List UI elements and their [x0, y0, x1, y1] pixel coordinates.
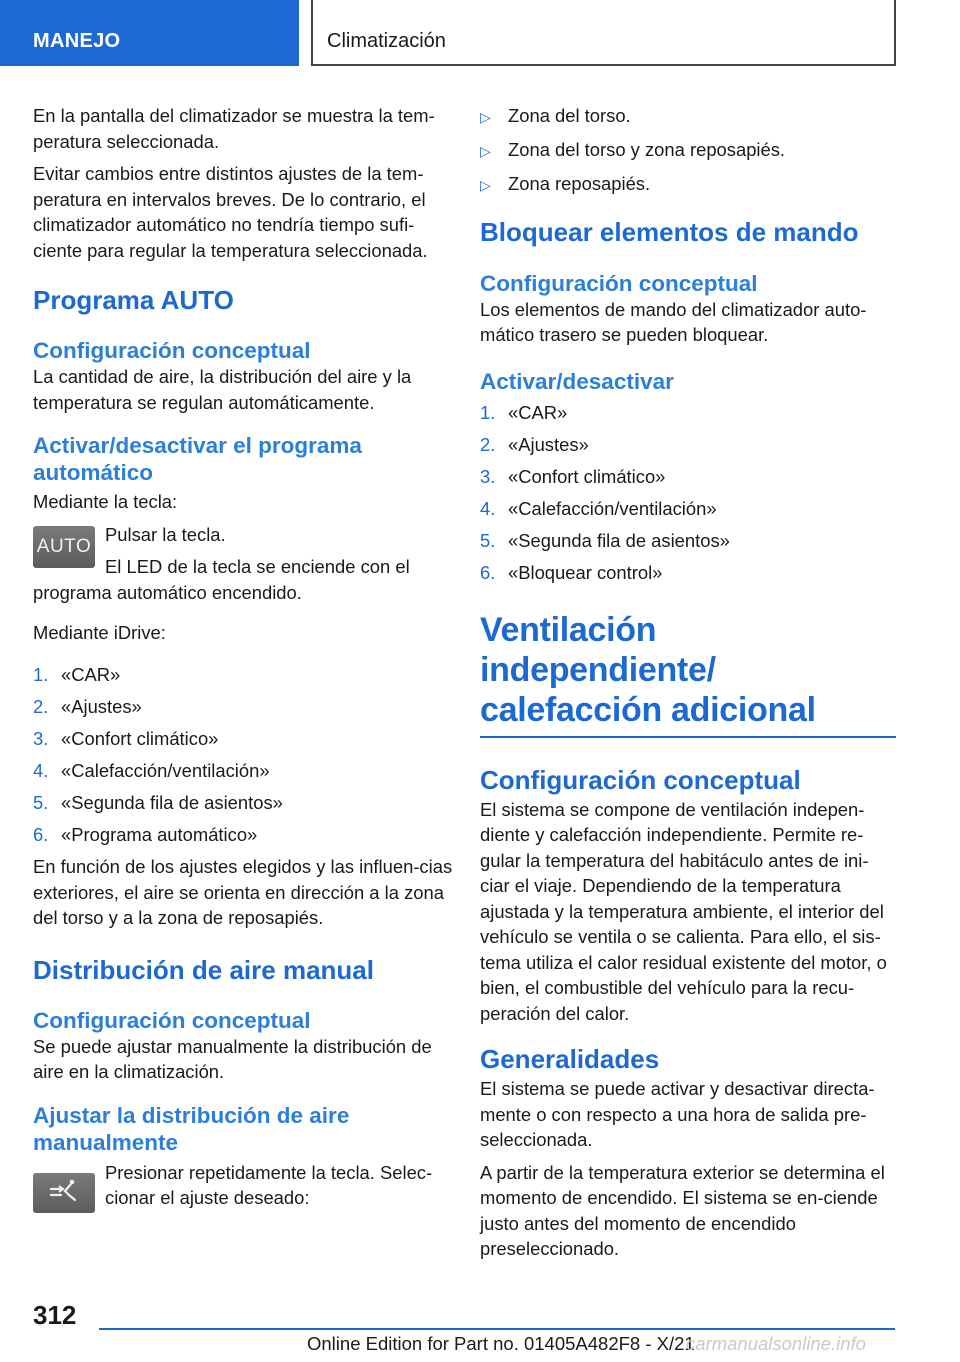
edition-info: Online Edition for Part no. 01405A482F8 - X/21 — [307, 1333, 695, 1354]
air-distribution-button-icon — [33, 1173, 95, 1213]
triangle-bullet-icon: ▷ — [480, 109, 491, 125]
airflow-key-row — [33, 1160, 453, 1211]
subsection-heading: Configuración conceptual — [33, 338, 311, 363]
section-tab — [0, 0, 299, 66]
paragraph: El sistema se puede activar y desactivar directa-mente o con respecto a una hora de salida pre-seleccionada. — [480, 1078, 875, 1151]
paragraph: A partir de la temperatura exterior se determina el momento de encendido. El sistema se en-ciende justo antes del momento de encendido preseleccionado. — [480, 1161, 885, 1260]
subsection-heading: Ajustar la distribución de aire manualmente — [33, 1102, 350, 1155]
air-distribution-icon — [33, 1173, 95, 1213]
paragraph: La cantidad de aire, la distribución del aire y la temperatura se regulan automáticamente. — [33, 366, 412, 413]
idrive-steps-list — [33, 662, 453, 848]
subsection-heading: Activar/desactivar — [480, 368, 674, 394]
auto-key-row — [33, 522, 453, 606]
footer-divider — [99, 1328, 895, 1330]
paragraph: Presionar repetidamente la tecla. Selec-cionar el ajuste deseado: — [105, 1161, 433, 1209]
chapter-heading-line: Ventilación independiente/ — [480, 610, 716, 689]
list-item: 6. «Bloquear control» — [480, 562, 663, 584]
left-column — [33, 100, 453, 1218]
chapter-title: Climatización — [327, 30, 446, 52]
triangle-bullet-icon: ▷ — [480, 143, 491, 160]
paragraph: En la pantalla del climatizador se muestra la tem-peratura seleccionada. — [33, 105, 435, 152]
list-item: 1. «CAR» — [33, 663, 121, 685]
list-item: 2. «Ajustes» — [480, 433, 589, 455]
section-heading: Programa AUTO — [33, 285, 234, 315]
paragraph: Pulsar la tecla. — [105, 523, 226, 545]
paragraph: Mediante la tecla: — [33, 491, 178, 512]
paragraph: Los elementos de mando del climatizador auto-mático trasero se pueden bloquear. — [480, 298, 867, 346]
paragraph: El sistema se compone de ventilación indepen-diente y calefacción independiente. Permite re-gular la temperatura del habitáculo antes de ini-ciar el viaje. Dependiendo de la temperatura ajustada y la temperatura ambiente, el interior del vehículo se ventila o se calienta. Para ello, el sis-tema utiliza el calor residual existente del motor, o bien, el combustible del vehículo para la recu-peración del calor. — [480, 798, 887, 1024]
list-item: ▷ Zona del torso y zona reposapiés. — [480, 137, 896, 165]
auto-key-label: AUTO — [36, 535, 92, 557]
list-item: 2. «Ajustes» — [33, 695, 142, 717]
section-heading: Configuración conceptual — [480, 764, 801, 795]
paragraph: El LED de la tecla se enciende con el programa automático encendido. — [33, 556, 410, 603]
watermark: carmanualsonline.info — [686, 1333, 866, 1354]
section-heading: Bloquear elementos de mando — [480, 216, 859, 247]
section-heading: Distribución de aire manual — [33, 954, 374, 985]
page-number: 312 — [33, 1300, 77, 1330]
section-heading: Generalidades — [480, 1044, 660, 1075]
list-item: 4. «Calefacción/ventilación» — [480, 497, 717, 519]
list-item: 5. «Segunda fila de asientos» — [480, 530, 730, 552]
auto-button-icon — [33, 526, 95, 568]
list-item: 5. «Segunda fila de asientos» — [33, 791, 283, 813]
list-item: ▷ Zona reposapiés. — [480, 171, 896, 199]
lock-steps-list — [480, 400, 896, 586]
chapter-heading-block — [480, 610, 896, 738]
paragraph: En función de los ajustes elegidos y las influen-cias exteriores, el aire se orienta en dirección a la zona del torso y a la zona de reposapiés. — [33, 856, 453, 929]
paragraph: Evitar cambios entre distintos ajustes de la tem-peratura en intervalos breves. De lo contrario, el climatizador automático no tendría tiempo sufi-ciente para regular la temperatura seleccionada. — [33, 163, 428, 261]
right-column — [480, 100, 896, 1269]
list-item: ▷ Zona del torso. — [480, 103, 896, 131]
subsection-heading: Configuración conceptual — [480, 270, 758, 296]
section-title: MANEJO — [33, 30, 121, 52]
paragraph: Se puede ajustar manualmente la distribución de aire en la climatización. — [33, 1035, 432, 1083]
subsection-heading: Activar/desactivar el programa automático — [33, 433, 362, 485]
paragraph: Mediante iDrive: — [33, 622, 166, 643]
list-item: 1. «CAR» — [480, 401, 568, 423]
chapter-heading-line: calefacción adicional — [480, 690, 816, 729]
list-item: 4. «Calefacción/ventilación» — [33, 759, 270, 781]
chapter-header — [311, 0, 896, 66]
subsection-heading: Configuración conceptual — [33, 1007, 311, 1033]
triangle-bullet-icon: ▷ — [480, 177, 491, 194]
list-item: 3. «Confort climático» — [33, 727, 219, 749]
list-item: 3. «Confort climático» — [480, 465, 666, 487]
list-item: 6. «Programa automático» — [33, 823, 258, 845]
air-zone-list — [480, 103, 896, 199]
